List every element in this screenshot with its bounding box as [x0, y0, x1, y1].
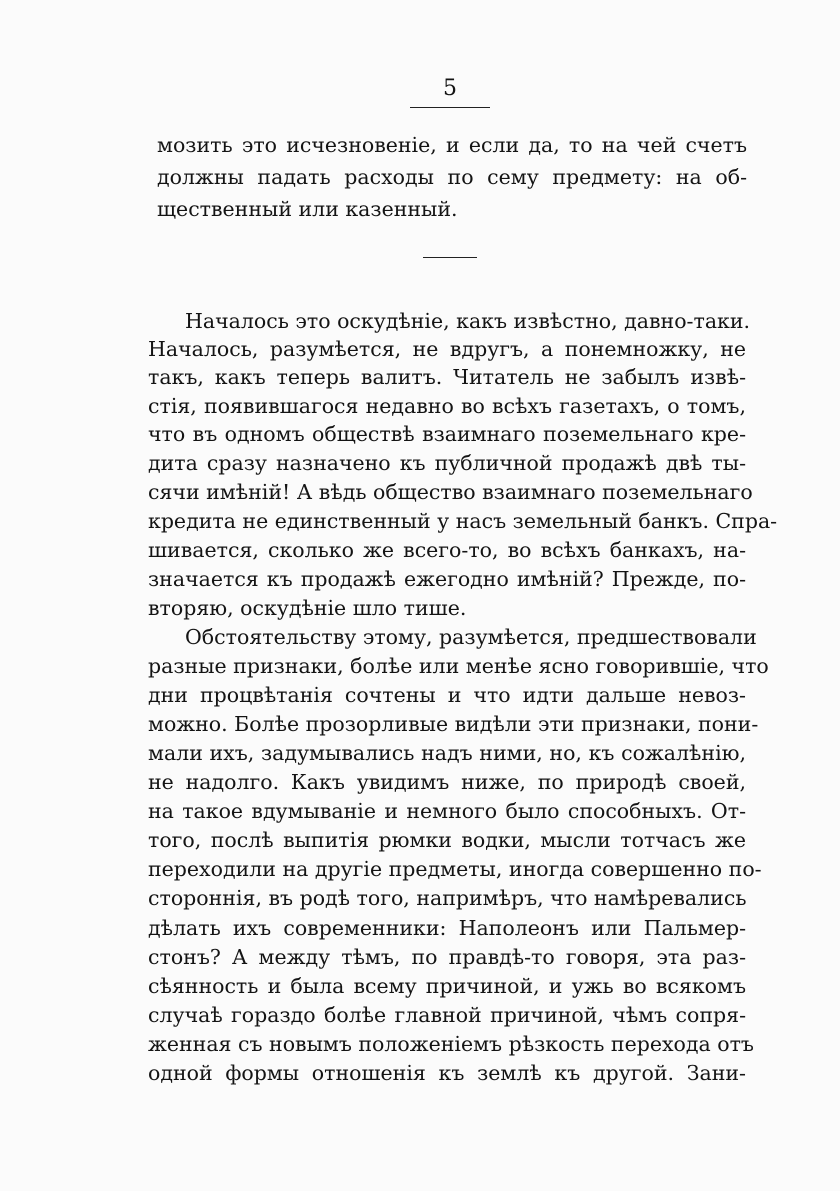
text-line: значается къ продажѣ ежегодно имѣній? Прежде, по-: [148, 567, 746, 591]
text-line: кредита не единственный у насъ земельный банкъ. Спра-: [148, 509, 778, 533]
text-line: шивается, сколько же всего-то, во всѣхъ банкахъ, на-: [148, 538, 746, 562]
text-line: мозить это исчезновеніе, и если да, то на чей счетъ: [157, 133, 747, 157]
text-line: дѣлать ихъ современники: Наполеонъ или Пальмер-: [148, 916, 746, 940]
text-line: можно. Болѣе прозорливые видѣли эти признаки, пони-: [148, 712, 759, 736]
text-line: не надолго. Какъ увидимъ ниже, по природѣ своей,: [148, 770, 746, 794]
section-divider: [423, 257, 477, 258]
page-number: 5: [443, 76, 457, 101]
text-line: Обстоятельству этому, разумѣется, предшествовали: [185, 625, 757, 649]
header-rule: [410, 107, 490, 108]
text-line: дита сразу назначено къ публичной продажѣ двѣ ты-: [148, 451, 746, 475]
text-line: что въ одномъ обществѣ взаимнаго поземельнаго кре-: [148, 422, 746, 446]
text-line: мали ихъ, задумывались надъ ними, но, къ сожалѣнію,: [148, 741, 746, 765]
text-line: такъ, какъ теперь валитъ. Читатель не забылъ извѣ-: [148, 365, 746, 389]
text-line: того, послѣ выпитія рюмки водки, мысли тотчасъ же: [148, 828, 746, 852]
text-line: щественный или казенный.: [157, 197, 458, 221]
text-line: на такое вдумываніе и немного было способныхъ. От-: [148, 799, 746, 823]
text-line: случаѣ гораздо болѣе главной причиной, чѣмъ сопря-: [148, 1003, 746, 1027]
text-line: Началось это оскудѣніе, какъ извѣстно, давно-таки.: [185, 309, 751, 333]
text-line: одной формы отношенія къ землѣ къ другой. Зани-: [148, 1061, 746, 1085]
text-line: сячи имѣній! А вѣдь общество взаимнаго поземельнаго: [148, 480, 753, 504]
text-line: стія, появившагося недавно во всѣхъ газетахъ, о томъ,: [148, 394, 746, 418]
text-line: женная съ новымъ положеніемъ рѣзкость перехода отъ: [148, 1032, 754, 1056]
text-line: разные признаки, болѣе или менѣе ясно говорившіе, что: [148, 654, 769, 678]
text-line: сѣянность и была всему причиной, и ужь во всякомъ: [148, 974, 746, 998]
text-line: дни процвѣтанія сочтены и что идти дальше невоз-: [148, 683, 746, 707]
text-line: должны падать расходы по сему предмету: на об-: [157, 165, 747, 189]
text-line: стонъ? А между тѣмъ, по правдѣ-то говоря, эта раз-: [148, 945, 746, 969]
text-line: переходили на другіе предметы, иногда совершенно по-: [148, 857, 762, 881]
text-line: Началось, разумѣется, не вдругъ, а понемножку, не: [148, 337, 746, 361]
text-line: стороннія, въ родѣ того, напримѣръ, что намѣревались: [148, 886, 747, 910]
text-line: вторяю, оскудѣніе шло тише.: [148, 596, 467, 620]
